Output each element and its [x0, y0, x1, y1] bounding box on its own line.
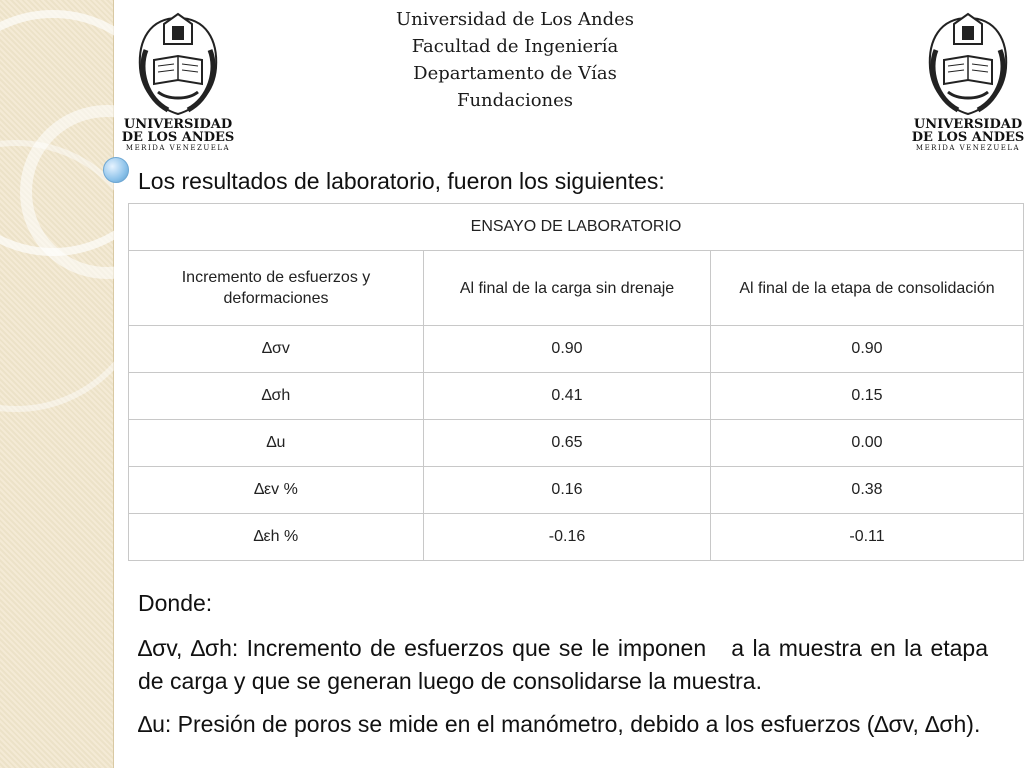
- table-header-row: [129, 251, 1024, 326]
- table-cell: -0.11: [711, 514, 1024, 561]
- university-logo-left: [121, 10, 235, 152]
- column-header: Incremento de esfuerzos y deformaciones: [129, 251, 424, 326]
- logo-name-line1: UNIVERSIDAD: [123, 117, 233, 132]
- note-stress-increment: ∆σv, ∆σh: Incremento de esfuerzos que se le imponen a la muestra en la etapa de carga y que se generan luego de consolidarse la muestra.: [138, 635, 995, 694]
- table-cell: ∆εv %: [129, 467, 424, 514]
- slide-header: [330, 6, 700, 114]
- table-row: [129, 467, 1024, 514]
- table-cell: 0.90: [711, 326, 1024, 373]
- table-cell: ∆σh: [129, 373, 424, 420]
- logo-name-line2: DE LOS ANDES: [121, 130, 235, 145]
- table-row: [129, 373, 1024, 420]
- table-cell: ∆εh %: [129, 514, 424, 561]
- table-cell: 0.90: [424, 326, 711, 373]
- decorative-side-band: [0, 0, 114, 768]
- lab-results-table: [128, 203, 1024, 561]
- table-cell: 0.00: [711, 420, 1024, 467]
- header-department: Departamento de Vías: [413, 63, 617, 84]
- logo-name-line1: UNIVERSIDAD: [913, 117, 1023, 132]
- logo-city-line: MERIDA VENEZUELA: [915, 144, 1021, 152]
- table-cell: 0.41: [424, 373, 711, 420]
- table-title-row: [129, 204, 1024, 251]
- table-cell: 0.65: [424, 420, 711, 467]
- note-pore-pressure: ∆u: Presión de poros se mide en el manómetro, debido a los esfuerzos (∆σv, ∆σh).: [138, 711, 981, 737]
- table-row: [129, 514, 1024, 561]
- table-cell: ∆u: [129, 420, 424, 467]
- table-row: [129, 326, 1024, 373]
- university-crest-icon: [911, 10, 1024, 152]
- table-cell: 0.38: [711, 467, 1024, 514]
- table-title: ENSAYO DE LABORATORIO: [129, 204, 1024, 251]
- decorative-bullet-icon: [103, 157, 129, 183]
- university-crest-icon: [121, 10, 235, 152]
- table-cell: ∆σv: [129, 326, 424, 373]
- logo-name-line2: DE LOS ANDES: [911, 130, 1024, 145]
- header-university: Universidad de Los Andes: [395, 9, 635, 30]
- header-course: Fundaciones: [456, 90, 574, 111]
- header-faculty: Facultad de Ingeniería: [411, 36, 619, 57]
- table-cell: -0.16: [424, 514, 711, 561]
- table-cell: 0.16: [424, 467, 711, 514]
- table-row: [129, 420, 1024, 467]
- table-cell: 0.15: [711, 373, 1024, 420]
- column-header: Al final de la carga sin drenaje: [424, 251, 711, 326]
- logo-city-line: MERIDA VENEZUELA: [125, 144, 231, 152]
- column-header: Al final de la etapa de consolidación: [711, 251, 1024, 326]
- university-logo-right: [911, 10, 1024, 152]
- intro-text: Los resultados de laboratorio, fueron los siguientes:: [138, 168, 665, 194]
- notes-heading: Donde:: [138, 590, 213, 616]
